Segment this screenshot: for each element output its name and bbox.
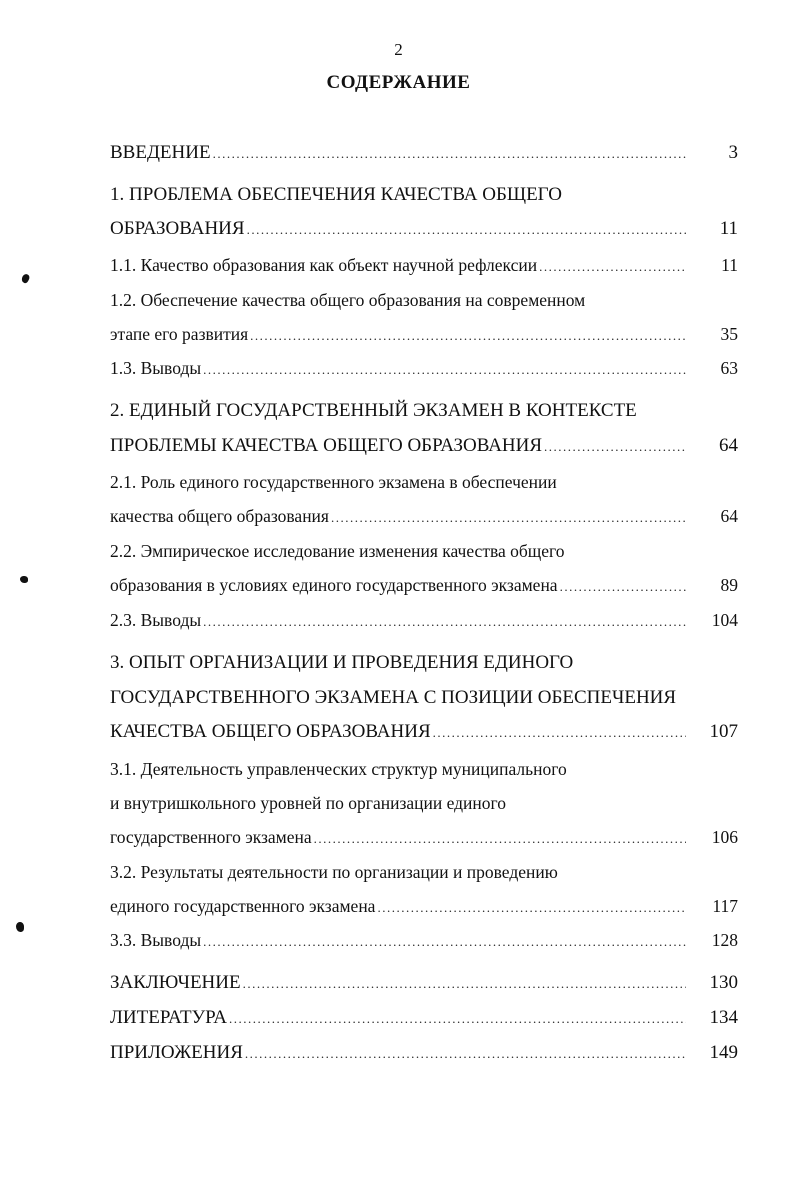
toc-entry-text: государственного экзамена bbox=[110, 827, 312, 847]
toc-entry-text: 3.3. Выводы bbox=[110, 930, 202, 950]
toc-entry-1-3[interactable] bbox=[110, 355, 740, 381]
dot-leader bbox=[203, 357, 686, 383]
toc-page-number: 104 bbox=[711, 610, 738, 630]
toc-page-number: 11 bbox=[721, 255, 738, 275]
toc-entry-appendices[interactable] bbox=[110, 1040, 740, 1066]
dot-leader bbox=[203, 609, 686, 635]
dot-leader bbox=[331, 505, 686, 531]
toc-entry-text: ЗАКЛЮЧЕНИЕ bbox=[110, 972, 241, 993]
toc-chapter-3-title-line1: 3. ОПЫТ ОРГАНИЗАЦИИ И ПРОВЕДЕНИЯ ЕДИНОГО bbox=[110, 652, 574, 673]
toc-entry-text: этапе его развития bbox=[110, 324, 249, 344]
dot-leader bbox=[243, 971, 686, 997]
toc-entry-text: 2.3. Выводы bbox=[110, 610, 202, 630]
dot-leader bbox=[560, 574, 686, 600]
toc-entry-text: качества общего образования bbox=[110, 506, 329, 526]
toc-entry-3-2[interactable] bbox=[110, 893, 740, 919]
dot-leader bbox=[213, 141, 686, 167]
scan-mark bbox=[20, 273, 31, 284]
toc-entry-2-3[interactable] bbox=[110, 607, 740, 633]
toc-entry-2-2[interactable] bbox=[110, 572, 740, 598]
toc-page-number: 11 bbox=[719, 218, 738, 239]
toc-entry-text: 1.3. Выводы bbox=[110, 358, 202, 378]
toc-page-number: 64 bbox=[720, 506, 738, 526]
toc-entry-3-1-line2: и внутришкольного уровней по организации единого bbox=[110, 793, 507, 813]
toc-entry-text: образования в условиях единого государственного экзамена bbox=[110, 575, 558, 595]
dot-leader bbox=[245, 1041, 686, 1067]
toc-page-number: 106 bbox=[711, 827, 738, 847]
dot-leader bbox=[377, 895, 686, 921]
toc-entry-chapter-2[interactable] bbox=[110, 433, 740, 459]
toc-entry-text: единого государственного экзамена bbox=[110, 896, 376, 916]
toc-entry-3-1-line1: 3.1. Деятельность управленческих структур муниципального bbox=[110, 759, 567, 779]
toc-page-number: 149 bbox=[709, 1042, 738, 1063]
toc-page-number: 64 bbox=[719, 435, 738, 456]
toc-entry-2-2-line1: 2.2. Эмпирическое исследование изменения качества общего bbox=[110, 541, 565, 561]
scan-mark bbox=[16, 922, 24, 932]
toc-entry-2-1[interactable] bbox=[110, 503, 740, 529]
scan-mark bbox=[20, 576, 28, 583]
dot-leader bbox=[247, 217, 686, 243]
toc-page-number: 130 bbox=[709, 972, 738, 993]
toc-entry-text: КАЧЕСТВА ОБЩЕГО ОБРАЗОВАНИЯ bbox=[110, 721, 431, 742]
toc-chapter-3-title-line2: ГОСУДАРСТВЕННОГО ЭКЗАМЕНА С ПОЗИЦИИ ОБЕСПЕЧЕНИЯ bbox=[110, 687, 677, 708]
dot-leader bbox=[433, 720, 686, 746]
toc-entry-chapter-3[interactable] bbox=[110, 719, 740, 745]
dot-leader bbox=[539, 254, 686, 280]
toc-entry-1-2[interactable] bbox=[110, 321, 740, 347]
toc-entry-2-1-line1: 2.1. Роль единого государственного экзамена в обеспечении bbox=[110, 472, 557, 492]
toc-entry-intro[interactable] bbox=[110, 140, 740, 166]
dot-leader bbox=[544, 434, 686, 460]
toc-entry-text: 1.1. Качество образования как объект научной рефлексии bbox=[110, 255, 538, 275]
toc-entry-1-2-line1: 1.2. Обеспечение качества общего образования на современном bbox=[110, 290, 586, 310]
dot-leader bbox=[203, 929, 686, 955]
toc-entry-3-3[interactable] bbox=[110, 927, 740, 953]
toc-entry-3-2-line1: 3.2. Результаты деятельности по организации и проведению bbox=[110, 862, 558, 882]
dot-leader bbox=[229, 1006, 686, 1032]
toc-entry-1-1[interactable] bbox=[110, 252, 740, 278]
dot-leader bbox=[250, 323, 686, 349]
toc-page-number: 89 bbox=[720, 575, 738, 595]
toc-entry-literature[interactable] bbox=[110, 1005, 740, 1031]
page-number: 2 bbox=[394, 40, 403, 59]
page-title: СОДЕРЖАНИЕ bbox=[326, 72, 471, 93]
toc-page-number: 134 bbox=[709, 1007, 738, 1028]
toc-entry-text: ВВЕДЕНИЕ bbox=[110, 142, 211, 163]
toc-entry-text: ПРОБЛЕМЫ КАЧЕСТВА ОБЩЕГО ОБРАЗОВАНИЯ bbox=[110, 435, 543, 456]
toc-page-number: 3 bbox=[728, 142, 738, 163]
toc-page-number: 107 bbox=[709, 721, 738, 742]
toc-chapter-1-title: 1. ПРОБЛЕМА ОБЕСПЕЧЕНИЯ КАЧЕСТВА ОБЩЕГО bbox=[110, 184, 562, 205]
dot-leader bbox=[314, 826, 686, 852]
toc-page-number: 63 bbox=[720, 358, 738, 378]
toc-entry-chapter-1[interactable] bbox=[110, 216, 740, 242]
toc-page-number: 35 bbox=[720, 324, 738, 344]
toc-chapter-2-title: 2. ЕДИНЫЙ ГОСУДАРСТВЕННЫЙ ЭКЗАМЕН В КОНТЕКСТЕ bbox=[110, 400, 637, 421]
toc-entry-text: ЛИТЕРАТУРА bbox=[110, 1007, 227, 1028]
toc-page-number: 117 bbox=[712, 896, 738, 916]
toc-entry-conclusion[interactable] bbox=[110, 970, 740, 996]
toc-entry-text: ОБРАЗОВАНИЯ bbox=[110, 218, 245, 239]
toc-page-number: 128 bbox=[711, 930, 738, 950]
toc-entry-3-1[interactable] bbox=[110, 824, 740, 850]
toc-entry-text: ПРИЛОЖЕНИЯ bbox=[110, 1042, 243, 1063]
